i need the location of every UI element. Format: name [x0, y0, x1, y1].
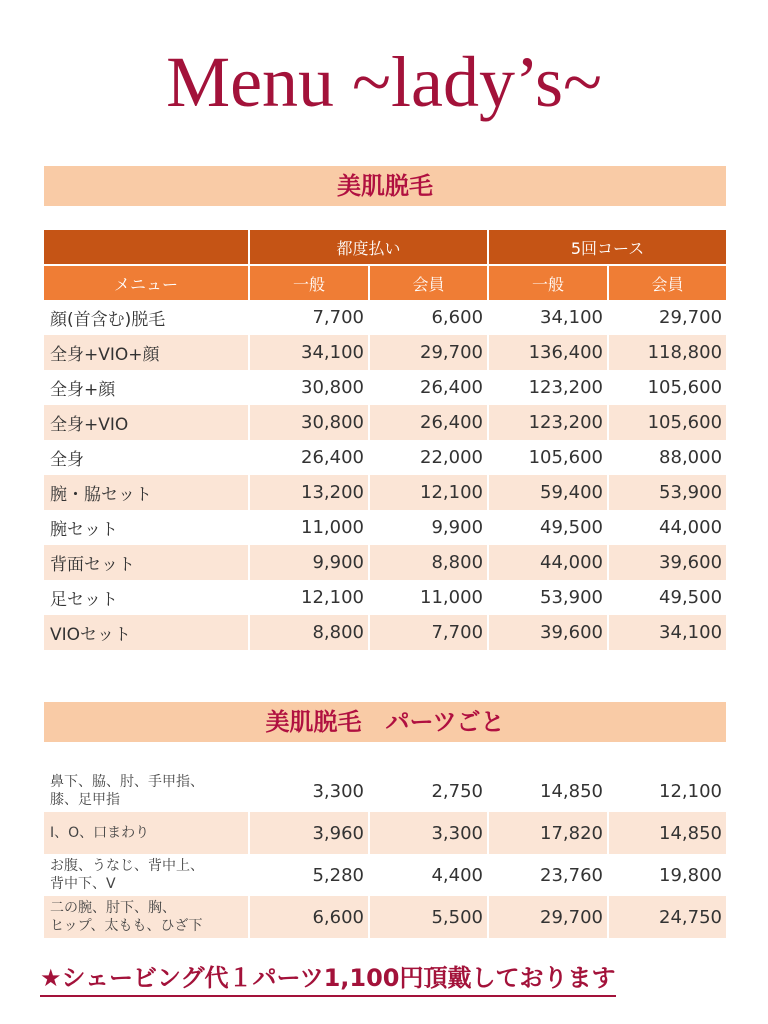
- price-cell: 53,900: [487, 580, 607, 615]
- price-cell: 88,000: [607, 440, 726, 475]
- menu-name: 腕セット: [50, 520, 118, 540]
- menu-name: 足セット: [50, 590, 118, 610]
- parts-name: [44, 854, 248, 896]
- table-row: [44, 335, 726, 370]
- table-row: [44, 475, 726, 510]
- table-row: [44, 370, 726, 405]
- price-table-main: [44, 230, 726, 650]
- price-cell: 39,600: [607, 545, 726, 580]
- col-header-general-2: 一般: [487, 264, 607, 300]
- menu-name: 腕・脇セット: [44, 475, 248, 510]
- price-cell: 29,700: [368, 335, 487, 370]
- table-row: [44, 615, 726, 650]
- table-row: [44, 510, 726, 545]
- col-header-member-2: 会員: [607, 264, 726, 300]
- table-row: [44, 812, 726, 854]
- price-cell: 9,900: [248, 545, 368, 580]
- group-header-per-visit: 都度払い: [248, 230, 487, 264]
- price-cell: 8,800: [368, 545, 487, 580]
- price-cell: 49,500: [607, 580, 726, 615]
- price-cell: 5,280: [248, 854, 368, 896]
- price-cell: 9,900: [368, 510, 487, 545]
- price-cell: 44,000: [487, 545, 607, 580]
- parts-name-line1: 鼻下、脇、肘、手甲指、: [50, 774, 204, 790]
- parts-name-line2: 背中下、V: [50, 876, 116, 892]
- price-cell: 3,300: [248, 770, 368, 812]
- table-row: [44, 580, 726, 615]
- parts-name: [44, 896, 248, 938]
- price-cell: 3,960: [248, 812, 368, 854]
- page-title: Menu ~lady’s~: [166, 42, 602, 122]
- menu-name: 全身+VIO+顔: [44, 335, 248, 370]
- price-cell: 2,750: [368, 770, 487, 812]
- price-cell: 22,000: [368, 440, 487, 475]
- price-cell: 14,850: [607, 812, 726, 854]
- price-cell: 123,200: [487, 370, 607, 405]
- price-cell: 5,500: [368, 896, 487, 938]
- price-cell: 26,400: [368, 405, 487, 440]
- table-row: [44, 770, 726, 812]
- price-cell: 34,100: [607, 615, 726, 650]
- parts-name: [44, 812, 248, 854]
- price-cell: 4,400: [368, 854, 487, 896]
- parts-name-line2: 膝、足甲指: [50, 792, 120, 808]
- table-row: [44, 545, 726, 580]
- price-cell: 34,100: [487, 300, 607, 335]
- col-header-menu: メニュー: [44, 264, 248, 300]
- table-row: [44, 405, 726, 440]
- price-cell: 30,800: [248, 370, 368, 405]
- section-heading-bihada: 美肌脱毛: [44, 166, 726, 206]
- col-header-member-1: 会員: [368, 264, 487, 300]
- price-cell: 12,100: [607, 770, 726, 812]
- price-cell: 118,800: [607, 335, 726, 370]
- section-heading-parts: 美肌脱毛 パーツごと: [44, 702, 726, 742]
- menu-name: 顔(首含む)脱毛: [50, 310, 166, 330]
- shaving-fee-note: ★シェービング代１パーツ1,100円頂戴しております: [40, 958, 616, 997]
- price-cell: 12,100: [368, 475, 487, 510]
- price-cell: 123,200: [487, 405, 607, 440]
- price-cell: 13,200: [248, 475, 368, 510]
- price-cell: 7,700: [248, 300, 368, 335]
- header-blank: [44, 230, 248, 264]
- price-cell: 34,100: [248, 335, 368, 370]
- price-cell: 12,100: [248, 580, 368, 615]
- parts-name-line1: 二の腕、肘下、胸、: [50, 900, 176, 916]
- price-cell: 29,700: [607, 300, 726, 335]
- price-cell: 3,300: [368, 812, 487, 854]
- price-cell: 29,700: [487, 896, 607, 938]
- price-cell: 44,000: [607, 510, 726, 545]
- price-cell: 26,400: [248, 440, 368, 475]
- parts-name-line2: ヒップ、太もも、ひざ下: [50, 918, 203, 934]
- price-cell: 30,800: [248, 405, 368, 440]
- price-cell: 53,900: [607, 475, 726, 510]
- price-cell: 59,400: [487, 475, 607, 510]
- price-cell: 23,760: [487, 854, 607, 896]
- price-cell: 17,820: [487, 812, 607, 854]
- parts-name-line1: お腹、うなじ、背中上、: [50, 858, 204, 874]
- price-cell: 6,600: [368, 300, 487, 335]
- price-cell: 39,600: [487, 615, 607, 650]
- table-row: [44, 896, 726, 938]
- price-cell: 8,800: [248, 615, 368, 650]
- price-cell: 7,700: [368, 615, 487, 650]
- price-cell: 49,500: [487, 510, 607, 545]
- menu-name: 全身: [50, 450, 84, 470]
- price-cell: 105,600: [607, 405, 726, 440]
- price-cell: 6,600: [248, 896, 368, 938]
- price-cell: 11,000: [248, 510, 368, 545]
- price-cell: 24,750: [607, 896, 726, 938]
- parts-name-line1: I、O、口まわり: [50, 825, 150, 841]
- table-row: [44, 440, 726, 475]
- price-cell: 26,400: [368, 370, 487, 405]
- price-cell: 105,600: [487, 440, 607, 475]
- parts-name: [44, 770, 248, 812]
- price-cell: 105,600: [607, 370, 726, 405]
- menu-name: 全身+顔: [50, 380, 116, 400]
- menu-name: VIOセット: [44, 615, 248, 650]
- price-table-parts: [44, 770, 726, 938]
- price-cell: 136,400: [487, 335, 607, 370]
- price-cell: 19,800: [607, 854, 726, 896]
- group-header-5-course: 5回コース: [487, 230, 726, 264]
- col-header-general-1: 一般: [248, 264, 368, 300]
- price-cell: 14,850: [487, 770, 607, 812]
- menu-name: 背面セット: [44, 545, 248, 580]
- table-row: [44, 300, 726, 335]
- price-cell: 11,000: [368, 580, 487, 615]
- menu-name: 全身+VIO: [44, 405, 248, 440]
- table-row: [44, 854, 726, 896]
